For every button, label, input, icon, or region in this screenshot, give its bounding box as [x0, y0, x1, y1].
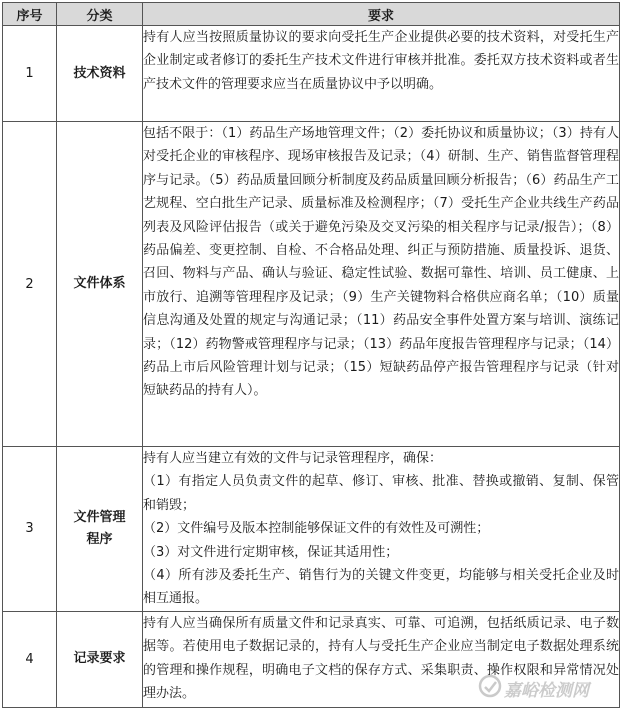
requirement-line: （1）有指定人员负责文件的起草、修订、审核、批准、替换或撤销、复制、保管和销毁； — [143, 474, 619, 513]
row-number: 2 — [3, 122, 57, 447]
requirement-line: （4）所有涉及委托生产、销售行为的关键文件变更，均能够与相关受托企业及时相互通报。 — [143, 568, 619, 607]
table-row — [3, 122, 620, 447]
requirement-line: 持有人应当建立有效的文件与记录管理程序，确保： — [143, 451, 443, 466]
table-header-row — [3, 3, 620, 26]
row-category-line: 程序 — [86, 531, 113, 547]
row-category: 记录要求 — [57, 611, 143, 707]
header-requirement: 要求 — [143, 3, 620, 26]
row-requirement: 持有人应当确保所有质量文件和记录真实、可靠、可追溯，包括纸质记录、电子数据等。若使用电子数据记录的，持有人与受托生产企业应当制定电子数据处理系统的管理和操作规程，明确电子文档的保存方式、采集职责、操作权限和异常情况处理办法。 — [143, 611, 620, 707]
requirement-line: （3）对文件进行定期审核，保证其适用性； — [143, 544, 399, 560]
watermark-text: 嘉峪检测网 — [504, 681, 589, 701]
row-requirement — [143, 447, 620, 612]
requirements-table — [2, 2, 620, 708]
row-category: 文件体系 — [57, 122, 143, 447]
row-category: 技术资料 — [57, 26, 143, 122]
header-category: 分类 — [57, 3, 143, 26]
row-category-line: 文件管理 — [73, 509, 126, 525]
requirement-line: （2）文件编号及版本控制能够保证文件的有效性及可溯性； — [143, 521, 490, 537]
row-number: 3 — [3, 447, 57, 612]
row-requirement: 持有人应当按照质量协议的要求向受托生产企业提供必要的技术资料，对受托生产企业制定或者修订的委托生产技术文件进行审核并批准。委托双方技术资料或者生产技术文件的管理要求应当在质量协议中予以明确。 — [143, 26, 620, 122]
row-category — [57, 447, 143, 612]
row-number: 1 — [3, 26, 57, 122]
table-row — [3, 611, 620, 707]
table-row — [3, 447, 620, 612]
row-requirement: 包括不限于：（1）药品生产场地管理文件；（2）委托协议和质量协议；（3）持有人对受托企业的审核程序、现场审核报告及记录；（4）研制、生产、销售监督管理程序与记录。（5）药品质量回顾分析制度及药品质量回顾分析报告；（6）药品生产工艺规程、空白批生产记录、质量标准及检测程序；（7）受托生产企业共线生产药品列表及风险评估报告（或关于避免污染及交叉污染的相关程序与记录/报告）；（8）药品偏差、变更控制、自检、不合格品处理、纠正与预防措施、质量投诉、退货、召回、物料与产品、确认与验证、稳定性试验、数据可靠性、培训、员工健康、上市放行、追溯等管理程序及记录；（9）生产关键物料合格供应商名单；（10）质量信息沟通及处置的规定与沟通记录；（11）药品安全事件处置方案与培训、演练记录；（12）药物警戒管理程序与记录；（13）药品年度报告管理程序与记录；（14）药品上市后风险管理计划与记录；（15）短缺药品停产报告管理程序与记录（针对短缺药品的持有人）。 — [143, 122, 620, 447]
row-number: 4 — [3, 611, 57, 707]
header-number: 序号 — [3, 3, 57, 26]
table-row — [3, 26, 620, 122]
